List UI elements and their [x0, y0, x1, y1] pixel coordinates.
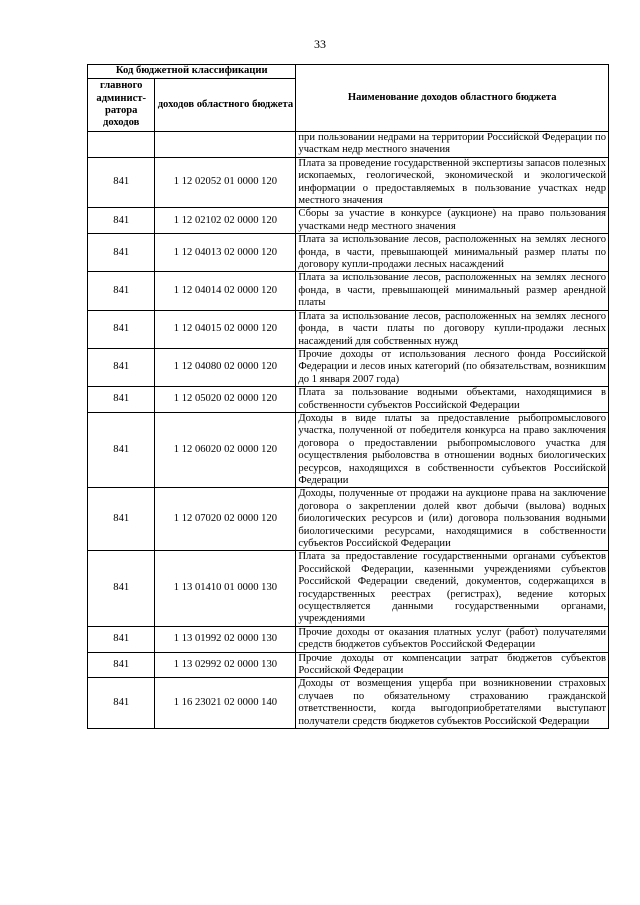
income-code-cell	[155, 132, 296, 158]
admin-code-cell: 841	[88, 412, 155, 487]
income-code-cell: 1 12 04080 02 0000 120	[155, 348, 296, 386]
income-name-cell	[296, 234, 609, 272]
admin-code-cell: 841	[88, 208, 155, 234]
income-code-cell: 1 12 04014 02 0000 120	[155, 272, 296, 310]
income-name-cell	[296, 488, 609, 551]
income-name-cell	[296, 272, 609, 310]
admin-code-cell: 841	[88, 626, 155, 652]
income-name-text: Прочие доходы от использования лесного фонда Российской Федерации и лесов иных категорий (по обязательствам, возникшим до 1 января 2007 года)	[298, 348, 606, 385]
table-row	[88, 132, 609, 158]
income-name-text: Плата за использование лесов, расположенных на землях лесного фонда, в части, превышающей минимальный размер платы по договору купли-продажи лесных насаждений	[298, 234, 606, 271]
admin-code-cell: 841	[88, 551, 155, 626]
table-row	[88, 626, 609, 652]
income-name-text: Плата за использование лесов, расположенных на землях лесного фонда, в части платы по договору купли-продажи лесных насаждений для собственных нужд	[298, 310, 606, 347]
income-name-cell	[296, 626, 609, 652]
page-number: 33	[314, 37, 326, 51]
income-name-cell	[296, 678, 609, 729]
income-name-cell	[296, 412, 609, 487]
income-name-cell	[296, 157, 609, 208]
income-code-cell: 1 12 02102 02 0000 120	[155, 208, 296, 234]
admin-code-cell: 841	[88, 387, 155, 413]
income-name-cell	[296, 551, 609, 626]
income-code-cell: 1 12 05020 02 0000 120	[155, 387, 296, 413]
income-name-cell	[296, 652, 609, 678]
income-code-cell: 1 12 02052 01 0000 120	[155, 157, 296, 208]
table-row	[88, 387, 609, 413]
table-row	[88, 157, 609, 208]
table-row	[88, 208, 609, 234]
income-name-text: Сборы за участие в конкурсе (аукционе) на право пользования участками недр местного значения	[298, 208, 606, 232]
header-group-label: Код бюджетной классификации	[88, 65, 296, 79]
income-code-cell: 1 12 04013 02 0000 120	[155, 234, 296, 272]
budget-classification-table	[87, 64, 609, 729]
income-code-cell: 1 12 06020 02 0000 120	[155, 412, 296, 487]
income-name-cell	[296, 348, 609, 386]
income-name-text: при пользовании недрами на территории Российской Федерации по участкам недр местного значения	[298, 132, 606, 156]
income-name-text: Плата за использование лесов, расположенных на землях лесного фонда, в части, превышающей минимальный размер арендной платы	[298, 272, 606, 309]
table-row	[88, 551, 609, 626]
income-name-text: Прочие доходы от оказания платных услуг (работ) получателями средств бюджетов субъектов Российской Федерации	[298, 626, 606, 651]
table-row	[88, 678, 609, 729]
table-row	[88, 412, 609, 487]
header-col-name: Наименование доходов областного бюджета	[296, 65, 609, 132]
income-code-cell: 1 12 04015 02 0000 120	[155, 310, 296, 348]
header-col-income: доходов областного бюджета	[155, 79, 296, 132]
header-col-admin: главного админист-ратора доходов	[88, 79, 155, 132]
table-row	[88, 272, 609, 310]
admin-code-cell: 841	[88, 348, 155, 386]
table-row	[88, 310, 609, 348]
income-name-text: Плата за предоставление государственными органами субъектов Российской Федерации, казенными учреждениями субъектов Российской Федерации сведений, документов, содержащихся в государственных реестрах (регистрах), ведение которых осуществляется данными государственными органами, учреждениями	[298, 551, 606, 625]
income-name-cell	[296, 208, 609, 234]
table-row	[88, 652, 609, 678]
income-code-cell: 1 13 01410 01 0000 130	[155, 551, 296, 626]
admin-code-cell: 841	[88, 272, 155, 310]
income-code-cell: 1 12 07020 02 0000 120	[155, 488, 296, 551]
income-name-text: Прочие доходы от компенсации затрат бюджетов субъектов Российской Федерации	[298, 652, 606, 677]
admin-code-cell: 841	[88, 652, 155, 678]
income-name-text: Доходы, полученные от продажи на аукционе права на заключение договора о закреплении долей квот добычи (вылова) водных биологических ресурсов и (или) договора пользования водными биологическими ресурсами, находящимися в собственности субъектов Российской Федерации	[298, 488, 606, 549]
table-row	[88, 234, 609, 272]
income-name-cell	[296, 387, 609, 413]
table-row	[88, 348, 609, 386]
income-name-text: Доходы от возмещения ущерба при возникновении страховых случаев по обязательному страхованию гражданской ответственности, когда выгодоприобретателями выступают получатели средств бюджетов субъектов Российской Федерации	[298, 678, 606, 727]
admin-code-cell: 841	[88, 310, 155, 348]
admin-code-cell: 841	[88, 157, 155, 208]
income-name-cell	[296, 132, 609, 158]
income-name-text: Доходы в виде платы за предоставление рыбопромыслового участка, полученной от победителя конкурса на право заключения договора о предоставлении рыбопромыслового участка для осуществления рыболовства в отношении водных биологических ресурсов, находящихся в собственности субъектов Российской Федерации	[298, 412, 606, 486]
income-code-cell: 1 13 02992 02 0000 130	[155, 652, 296, 678]
income-code-cell: 1 13 01992 02 0000 130	[155, 626, 296, 652]
income-name-cell	[296, 310, 609, 348]
income-name-text: Плата за пользование водными объектами, находящимися в собственности субъектов Российской Федерации	[298, 387, 606, 411]
admin-code-cell	[88, 132, 155, 158]
income-code-cell: 1 16 23021 02 0000 140	[155, 678, 296, 729]
admin-code-cell: 841	[88, 234, 155, 272]
admin-code-cell: 841	[88, 678, 155, 729]
table-body	[88, 132, 609, 729]
table-row	[88, 488, 609, 551]
income-name-text: Плата за проведение государственной экспертизы запасов полезных ископаемых, геологической, экономической и экологической информации о предоставляемых в пользование участках недр местного значения	[298, 157, 606, 207]
admin-code-cell: 841	[88, 488, 155, 551]
